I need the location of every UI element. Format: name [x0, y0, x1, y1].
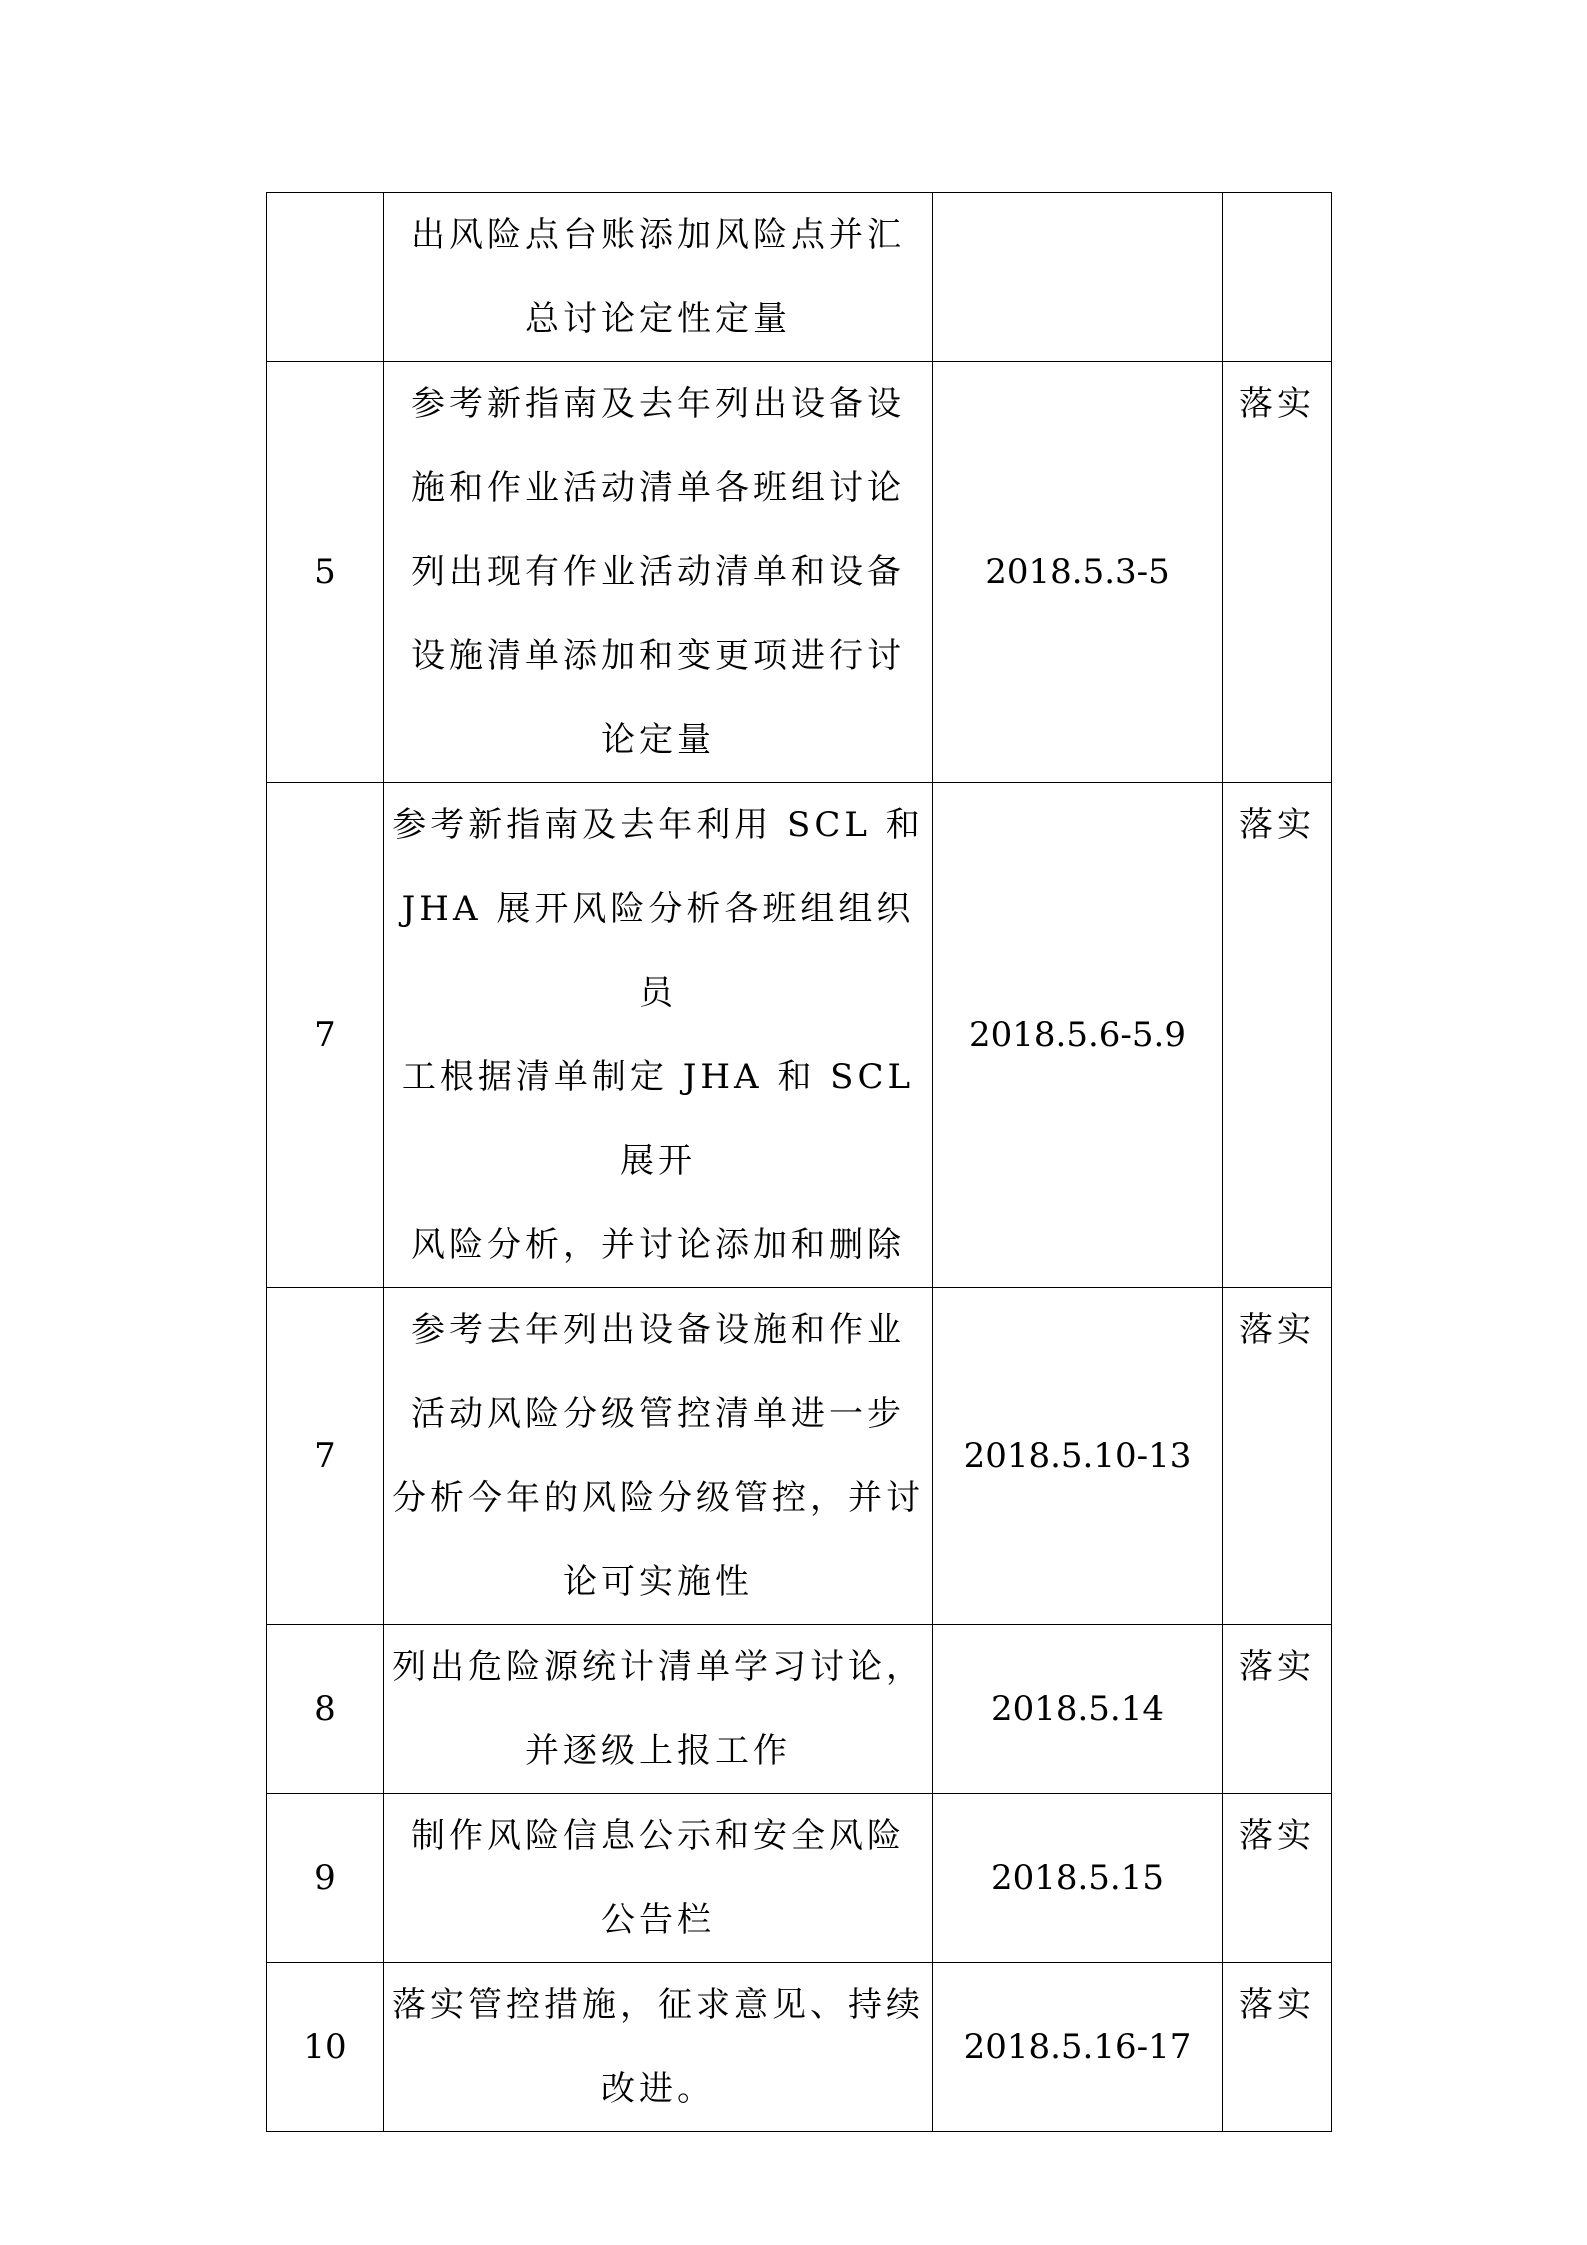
table-row: [267, 362, 1332, 783]
content-line: 总讨论定性定量: [525, 299, 791, 339]
row-status-cell: 落实: [1223, 362, 1332, 783]
content-line: 论定量: [601, 720, 715, 760]
row-status-cell: 落实: [1223, 1625, 1332, 1794]
row-date-cell: [933, 193, 1223, 362]
row-number-cell: 9: [267, 1794, 384, 1963]
table-row: [267, 783, 1332, 1288]
row-status-cell: 落实: [1223, 1963, 1332, 2132]
row-number-cell: 10: [267, 1963, 384, 2132]
content-line: 活动风险分级管控清单进一步: [411, 1394, 905, 1434]
content-line: 列出危险源统计清单学习讨论，: [392, 1647, 924, 1687]
row-date-cell: 2018.5.15: [933, 1794, 1223, 1963]
row-number-cell: 7: [267, 1288, 384, 1625]
table-row: [267, 1625, 1332, 1794]
row-number-cell: [267, 193, 384, 362]
row-number-cell: 7: [267, 783, 384, 1288]
row-status-cell: 落实: [1223, 1288, 1332, 1625]
content-line: 参考新指南及去年列出设备设: [411, 384, 905, 424]
table-row: [267, 1963, 1332, 2132]
row-content-cell: [384, 1288, 933, 1625]
content-line: 施和作业活动清单各班组讨论: [411, 468, 905, 508]
content-line: 落实管控措施，征求意见、持续: [392, 1985, 924, 2025]
row-number-cell: 8: [267, 1625, 384, 1794]
content-line: 参考去年列出设备设施和作业: [411, 1310, 905, 1350]
content-line: 设施清单添加和变更项进行讨: [411, 636, 905, 676]
content-line: 参考新指南及去年利用 SCL 和: [392, 805, 924, 845]
content-line: 出风险点台账添加风险点并汇: [411, 215, 905, 255]
content-line: 论可实施性: [563, 1562, 753, 1602]
content-line: 公告栏: [601, 1900, 715, 1940]
content-line: 改进。: [601, 2069, 715, 2109]
row-content-cell: [384, 1963, 933, 2132]
row-content-cell: [384, 1625, 933, 1794]
row-number-cell: 5: [267, 362, 384, 783]
table-row: [267, 1288, 1332, 1625]
row-date-cell: 2018.5.14: [933, 1625, 1223, 1794]
row-content-cell: [384, 783, 933, 1288]
row-content-cell: [384, 362, 933, 783]
row-status-cell: [1223, 193, 1332, 362]
row-date-cell: 2018.5.6-5.9: [933, 783, 1223, 1288]
row-date-cell: 2018.5.3-5: [933, 362, 1223, 783]
row-content-cell: [384, 193, 933, 362]
row-status-cell: 落实: [1223, 1794, 1332, 1963]
content-line: 风险分析，并讨论添加和删除: [411, 1225, 905, 1265]
work-plan-table: [266, 192, 1332, 2132]
row-status-cell: 落实: [1223, 783, 1332, 1288]
row-content-cell: [384, 1794, 933, 1963]
content-line: 列出现有作业活动清单和设备: [411, 552, 905, 592]
table-row: [267, 193, 1332, 362]
content-line: 制作风险信息公示和安全风险: [411, 1816, 905, 1856]
row-date-cell: 2018.5.10-13: [933, 1288, 1223, 1625]
content-line: JHA 展开风险分析各班组组织员: [401, 889, 915, 1013]
content-line: 分析今年的风险分级管控，并讨: [392, 1478, 924, 1518]
content-line: 并逐级上报工作: [525, 1731, 791, 1771]
content-line: 工根据清单制定 JHA 和 SCL 展开: [401, 1057, 915, 1181]
table-row: [267, 1794, 1332, 1963]
row-date-cell: 2018.5.16-17: [933, 1963, 1223, 2132]
